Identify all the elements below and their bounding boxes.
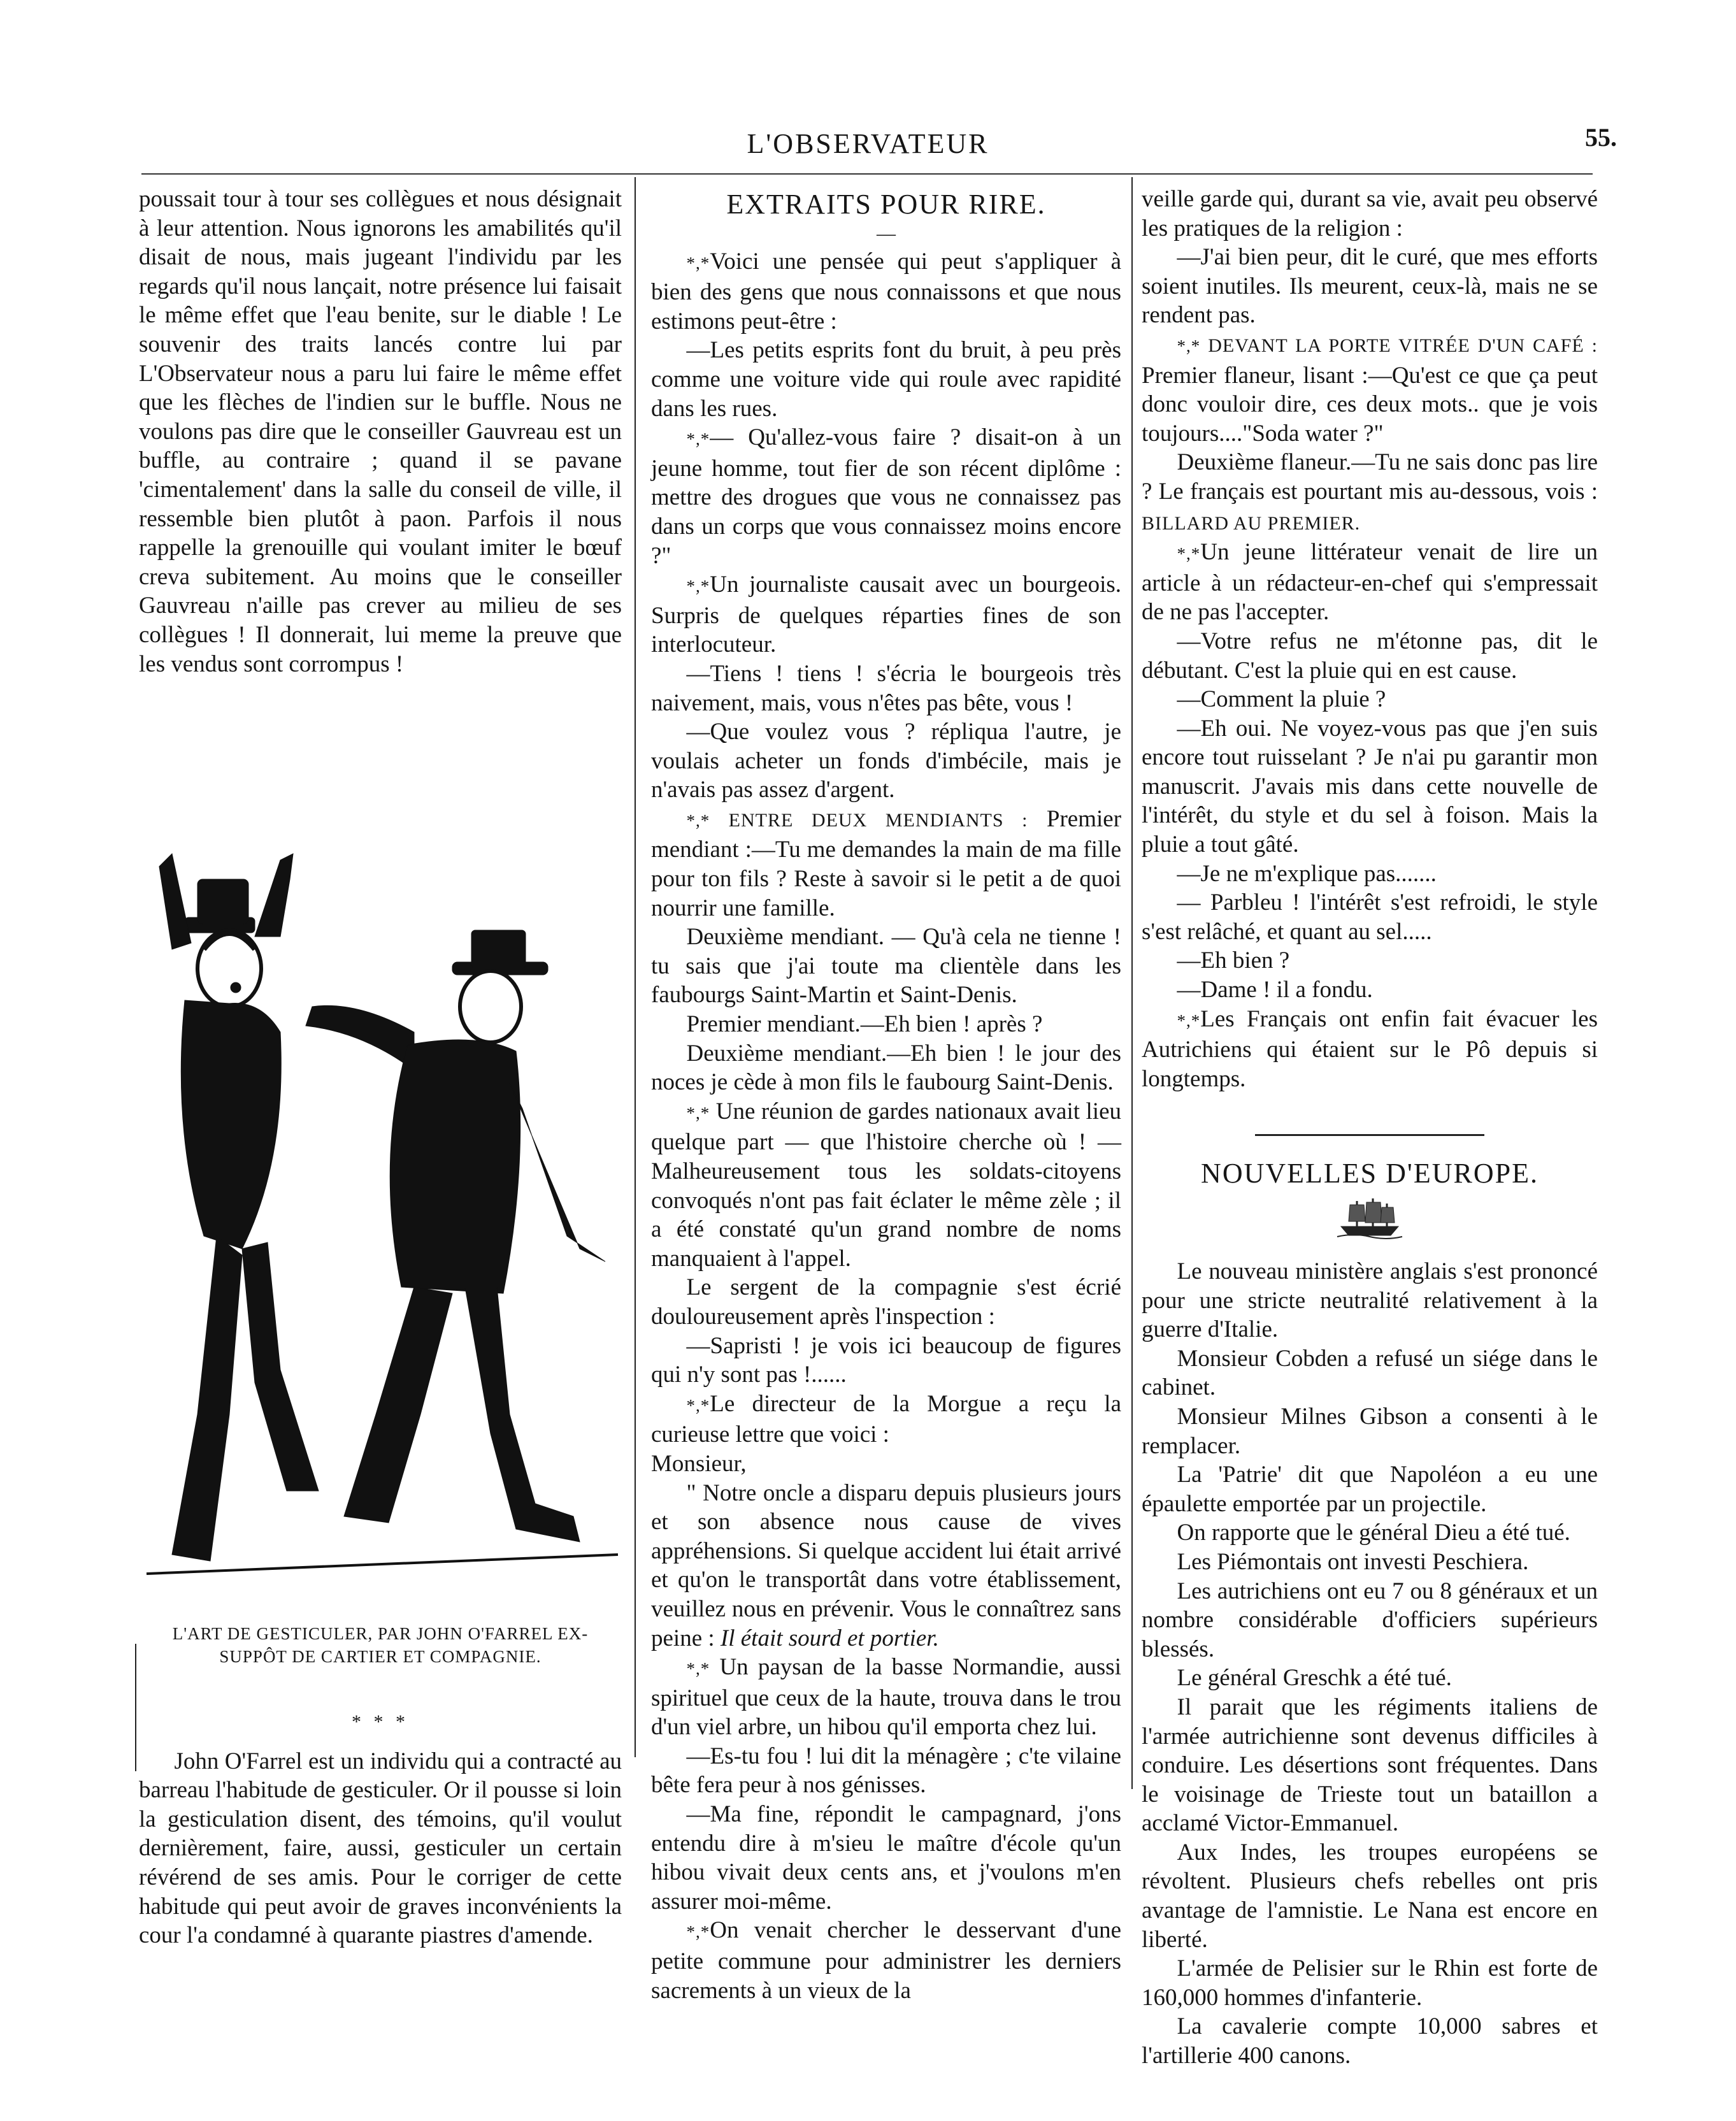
asterism: *,* xyxy=(686,810,710,830)
news-item: Le nouveau ministère anglais s'est prononcé pour une stricte neutralité relativement à la guerre d'Italie. xyxy=(1142,1258,1598,1343)
title-dash: — xyxy=(877,222,896,244)
letter-body: " Notre oncle a disparu depuis plusieurs jours et son absence nous cause de vives appréhensions. Si quelque accident lui était arrivé et qu'on le transportât dans votre établissement, veuillez nous en prévenir. Vous le connaîtrez sans peine : xyxy=(651,1479,1121,1651)
section-title: EXTRAITS POUR RIRE. xyxy=(726,189,1046,220)
news-item: La 'Patrie' dit que Napoléon a eu une épaulette emportée par un projectile. xyxy=(1142,1462,1598,1517)
joke-paragraph: —Dame ! il a fondu. xyxy=(1177,977,1373,1003)
news-item: La cavalerie compte 10,000 sabres et l'artillerie 400 canons. xyxy=(1142,2013,1598,2069)
joke-paragraph: —Comment la pluie ? xyxy=(1177,686,1386,713)
joke-paragraph: —Que voulez vous ? répliqua l'autre, je voulais acheter un fonds d'imbécile, mais je n'avais pas assez d'argent. xyxy=(651,719,1121,803)
second-figure xyxy=(306,930,605,1542)
column-right xyxy=(1142,185,1598,2071)
asterism: *,* xyxy=(1177,1010,1201,1030)
column-rule-left xyxy=(135,1644,136,1771)
asterism: *,* xyxy=(686,1922,710,1942)
column-divider-1 xyxy=(635,177,636,1757)
section-divider xyxy=(1255,1134,1484,1136)
article-paragraph: poussait tour à tour ses collègues et nous désignait à leur attention. Nous ignorons les amabilités qu'il disait de nous, mais jugeant l'individu par les regards qu'il nous lançait, notre présence lui faisait le même effet que l'eau benite, sur le diable ! Le souvenir des traits lancés contre lui par L'Observateur nous a paru lui faire le même effet que les flèches de l'indien sur le buffle. Nous ne voulons pas dire que le conseiller Gauvreau est un buffle, au contraire ; quand il se pavane 'cimentalement' dans la salle du conseil de ville, il ressemble bien plutôt à paon. Parfois il nous rappelle la grenouille qui voulant imiter le bœuf creva subitement. Au moins que le conseiller Gauvreau n'aille pas crever au milieu de ses collègues ! Il donnerait, lui meme la preuve que les vendus sont corrompus ! xyxy=(139,186,622,677)
column-divider-2 xyxy=(1131,177,1133,1789)
news-item: Aux Indes, les troupes européens se révoltent. Plusieurs chefs rebelles ont pris avantage de l'amnistie. Le Nana est encore en liberté. xyxy=(1142,1839,1598,1953)
column-left-bottom xyxy=(139,1708,622,1950)
asterism: *,* xyxy=(686,577,710,596)
joke-sign-text: BILLARD AU PREMIER. xyxy=(1142,512,1361,534)
joke-paragraph: Deuxième mendiant.—Eh bien ! le jour des noces je cède à mon fils le faubourg Saint-Denis. xyxy=(651,1040,1121,1096)
joke-paragraph: Voici une pensée qui peut s'appliquer à bien des gens que nous connaissons et que nous estimons peut-être : xyxy=(651,248,1121,334)
joke-paragraph: veille garde qui, durant sa vie, avait peu observé les pratiques de la religion : xyxy=(1142,186,1598,241)
header-rule xyxy=(141,173,1593,175)
joke-paragraph: —Les petits esprits font du bruit, à peu près comme une voiture vide qui roule avec rapidité dans les rues. xyxy=(651,337,1121,422)
letter-salutation: Monsieur, xyxy=(651,1450,747,1477)
news-item: Les Piémontais ont investi Peschiera. xyxy=(1177,1548,1529,1575)
news-item: Les autrichiens ont eu 7 ou 8 généraux et un nombre considérable d'officiers supérieurs blessés. xyxy=(1142,1578,1598,1662)
article-paragraph: John O'Farrel est un individu qui a contracté au barreau l'habitude de gesticuler. Or il pousse si loin la gesticulation disent, des témoins, qu'il voulut dernièrement, faire, aussi, gesticuler un certain révérend de ses amis. Pour le corriger de cette habitude qui peut avoir de graves inconvénients la cour l'a condamné à quarante piastres d'amende. xyxy=(139,1748,622,1949)
joke-paragraph: —Votre refus ne m'étonne pas, dit le débutant. C'est la pluie qui en est cause. xyxy=(1142,628,1598,684)
news-item: Le général Greschk a été tué. xyxy=(1177,1665,1452,1692)
column-middle xyxy=(651,185,1121,2005)
joke-paragraph: Le directeur de la Morgue a reçu la curieuse lettre que voici : xyxy=(651,1390,1121,1448)
news-item: On rapporte que le général Dieu a été tué. xyxy=(1177,1520,1570,1546)
joke-paragraph: —J'ai bien peur, dit le curé, que mes efforts soient inutiles. Ils meurent, ceux-là, mais ne se rendent pas. xyxy=(1142,244,1598,329)
joke-paragraph: —Eh bien ? xyxy=(1177,947,1290,974)
masthead-title: L'OBSERVATEUR xyxy=(747,128,989,159)
illustration-caption: L'ART DE GESTICULER, PAR JOHN O'FARREL EX-SUPPÔT DE CARTIER ET COMPAGNIE. xyxy=(172,1624,589,1666)
section-asterism: * * * xyxy=(352,1711,409,1732)
ground-hatching xyxy=(147,1555,618,1574)
joke-paragraph: Deuxième mendiant. — Qu'à cela ne tienne ! tu sais que j'ai toute ma clientèle dans les faubourgs Saint-Martin et Saint-Denis. xyxy=(651,924,1121,1009)
joke-paragraph: — Parbleu ! l'intérêt s'est refroidi, le style s'est relâché, et quant au sel..... xyxy=(1142,889,1598,945)
news-item: L'armée de Pelisier sur le Rhin est forte de 160,000 hommes d'infanterie. xyxy=(1142,1955,1598,2011)
joke-paragraph: Premier mendiant :—Tu me demandes la main de ma fille pour ton fils ? Reste à savoir si le petit a de quoi nourrir une famille. xyxy=(651,805,1122,921)
letter-punchline: Il était sourd et portier. xyxy=(714,1625,939,1651)
woodcut-illustration xyxy=(134,841,624,1606)
asterism: *,* xyxy=(686,1103,710,1123)
section-title: NOUVELLES D'EUROPE. xyxy=(1201,1158,1539,1190)
joke-paragraph: On venait chercher le desservant d'une petite commune pour administrer les derniers sacrements à un vieux de la xyxy=(651,1917,1121,2004)
joke-paragraph: —Ma fine, répondit le campagnard, j'ons entendu dire à m'sieu le maître d'école qu'un hibou vivait deux cents ans, et j'voulons m'en assurer moi-même. xyxy=(651,1801,1121,1915)
asterism: *,* xyxy=(1177,544,1201,564)
joke-paragraph: —Eh oui. Ne voyez-vous pas que j'en suis encore tout ruisselant ? Je n'ai pu garantir mon manuscrit. J'avais mis dans cette nouvelle de l'intérêt, du style et du sel à foison. Mais la pluie a tout gâté. xyxy=(1142,715,1598,858)
first-figure xyxy=(159,854,319,1561)
joke-paragraph: Un paysan de la basse Normandie, aussi spirituel que ceux de la haute, trouva dans le trou d'un viel arbre, un hibou qu'il emporta chez lui. xyxy=(651,1654,1121,1741)
joke-heading: ENTRE DEUX MENDIANTS : xyxy=(728,809,1028,831)
joke-heading: DEVANT LA PORTE VITRÉE D'UN CAFÉ : xyxy=(1200,334,1598,356)
joke-paragraph: Les Français ont enfin fait évacuer les Autrichiens qui étaient sur le Pô depuis si longtemps. xyxy=(1142,1005,1598,1092)
joke-paragraph: —Sapristi ! je vois ici beaucoup de figures qui n'y sont pas !...... xyxy=(651,1332,1121,1388)
news-item: Il parait que les régiments italiens de l'armée autrichienne sont devenus difficiles à conduire. Les désertions sont fréquentes. Dans le voisinage de Trieste tout un bataillon a acclamé Victor-Emmanuel. xyxy=(1142,1693,1598,1837)
page-number: 55. xyxy=(1585,123,1617,152)
joke-paragraph: —Es-tu fou ! lui dit la ménagère ; c'te vilaine bête fera peur à nos génisses. xyxy=(651,1743,1121,1799)
joke-paragraph: Une réunion de gardes nationaux avait lieu quelque part — que l'histoire cherche où ! — Malheureusement tous les soldats-citoyens convoqués n'ont pas fait éclater le même zèle ; il a été constaté qu'un grand nombre de noms manquaient à l'appel. xyxy=(651,1098,1121,1272)
news-item: Monsieur Cobden a refusé un siége dans le cabinet. xyxy=(1142,1345,1598,1401)
joke-paragraph: Premier mendiant.—Eh bien ! après ? xyxy=(686,1011,1043,1038)
joke-paragraph: Le sergent de la compagnie s'est écrié douloureusement après l'inspection : xyxy=(651,1274,1121,1330)
joke-paragraph: Un journaliste causait avec un bourgeois. Surpris de quelques réparties fines de son interlocuteur. xyxy=(651,572,1121,658)
joke-paragraph: —Tiens ! tiens ! s'écria le bourgeois très naivement, mais, vous n'êtes pas bête, vous ! xyxy=(651,660,1121,716)
asterism: *,* xyxy=(686,253,710,273)
joke-paragraph: Un jeune littérateur venait de lire un article à un rédacteur-en-chef qui s'empressait de ne pas l'accepter. xyxy=(1142,539,1598,626)
news-item: Monsieur Milnes Gibson a consenti à le remplacer. xyxy=(1142,1403,1598,1459)
joke-paragraph: Premier flaneur, lisant :—Qu'est ce que ça peut donc vouloir dire, ces deux mots.. que je vois toujours...."Soda water ?" xyxy=(1142,362,1598,447)
asterism: *,* xyxy=(686,1395,710,1415)
asterism: *,* xyxy=(686,1659,710,1679)
joke-paragraph: — Qu'allez-vous faire ? disait-on à un jeune homme, tout fier de son récent diplôme : mettre des drogues que vous ne connaissez pas dans un corps que vous connaissez moins encore ?" xyxy=(651,424,1121,569)
joke-paragraph: Deuxième flaneur.—Tu ne sais donc pas lire ? Le français est pourtant mis au-dessous, vois : xyxy=(1142,449,1598,505)
column-left xyxy=(139,185,622,679)
joke-paragraph: —Je ne m'explique pas....... xyxy=(1177,860,1437,887)
ship-vignette-icon xyxy=(1335,1196,1405,1240)
asterism: *,* xyxy=(1177,336,1201,356)
asterism: *,* xyxy=(686,429,710,449)
